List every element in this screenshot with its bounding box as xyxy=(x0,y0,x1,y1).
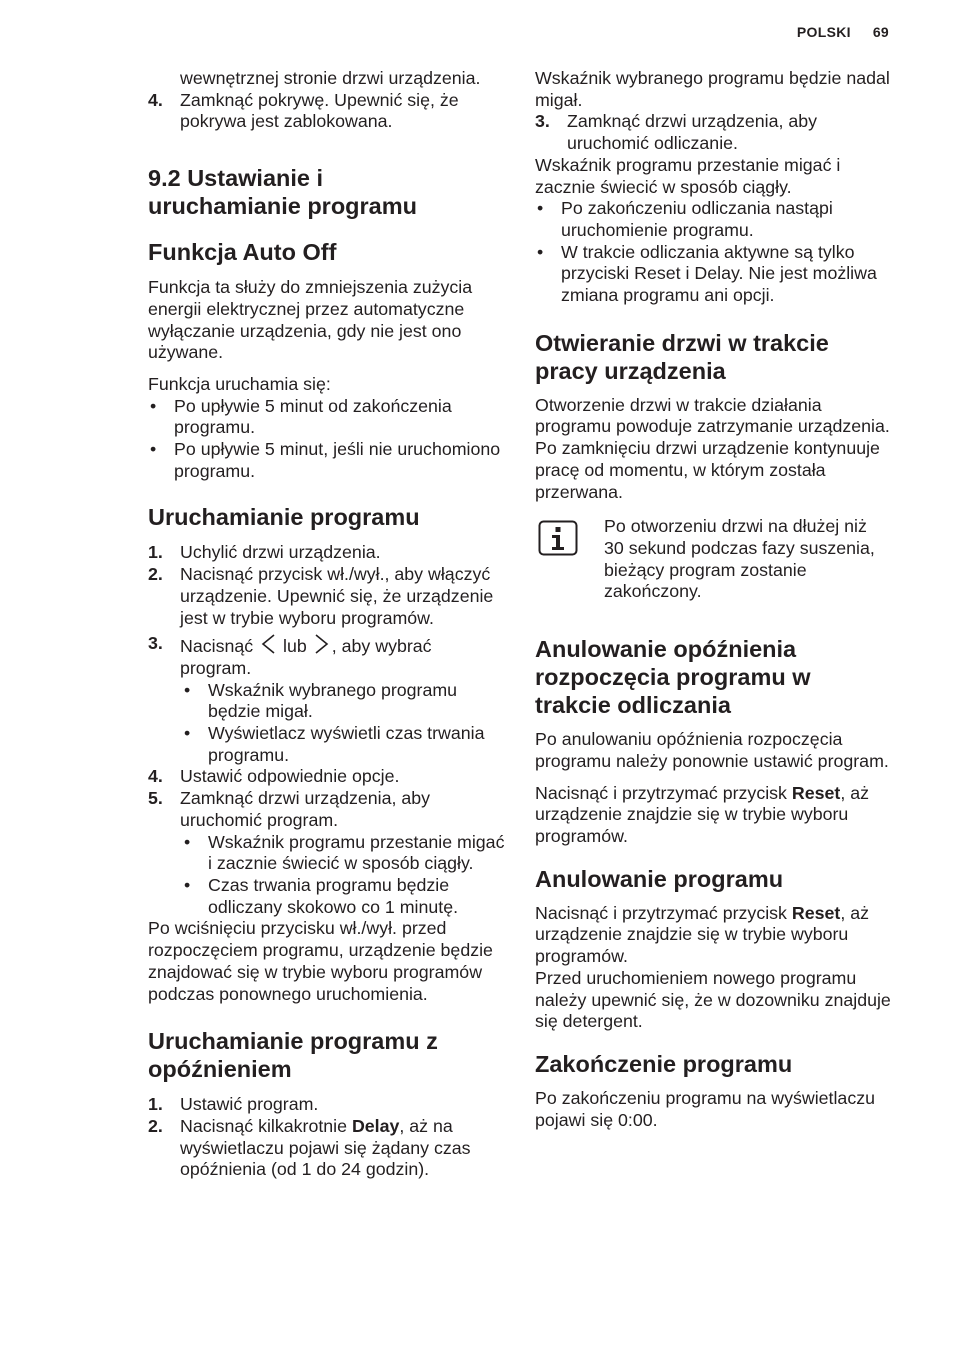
step-text: Uchylić drzwi urządzenia. xyxy=(180,542,381,563)
step-number: 2. xyxy=(148,564,163,585)
sub-text: Wskaźnik wybranego programu będzie migał. xyxy=(208,679,458,722)
step-text: Ustawić program. xyxy=(180,1094,319,1115)
cancel-delay-heading xyxy=(535,635,891,719)
open-title-line-2: pracy urządzenia xyxy=(535,357,726,384)
cancel-delay-title-line-2: rozpoczęcia programu w xyxy=(535,664,811,691)
cancel-delay-paragraph-1: Po anulowaniu opóźnienia rozpoczęcia programu należy ponownie ustawić program. xyxy=(535,729,889,771)
auto-off-bullet: • Po upływie 5 minut, jeśli nie uruchomiono programu. xyxy=(150,439,501,481)
page-header xyxy=(797,24,889,40)
info-icon xyxy=(538,520,578,556)
text-before: Nacisnąć i przytrzymać przycisk xyxy=(535,902,792,923)
step-number: 1. xyxy=(148,1094,163,1115)
delay-step-1 xyxy=(148,1094,508,1116)
page-number: 69 xyxy=(872,24,889,40)
start-step-3-sub: • Wskaźnik wybranego programu będzie migał. xyxy=(184,679,458,722)
start-step-3-sub: • Wyświetlacz wyświetli czas trwania programu. xyxy=(184,723,485,765)
continuation-paragraph: Wskaźnik wybranego programu będzie nadal migał. xyxy=(535,68,890,110)
sub-text: Wyświetlacz wyświetli czas trwania programu. xyxy=(208,723,485,765)
chevron-left-icon xyxy=(260,633,276,655)
step-text: Zamknąć pokrywę. Upewnić się, że pokrywa jest zablokowana. xyxy=(180,89,459,132)
delay-bullet: • Po zakończeniu odliczania nastąpi uruchomienie programu. xyxy=(537,198,833,240)
step-number: 4. xyxy=(148,766,163,787)
section-title-line-2: uruchamianie programu xyxy=(148,193,417,220)
step-number: 2. xyxy=(148,1115,163,1136)
bullet-text: Po upływie 5 minut, jeśli nie uruchomiono programu. xyxy=(174,439,501,481)
note-text: Po otworzeniu drzwi na dłużej niż 30 sekund podczas fazy suszenia, bieżący program zostanie zakończony. xyxy=(604,516,875,602)
header-language: POLSKI xyxy=(796,24,851,40)
cancel-delay-title-line-3: trakcie odliczania xyxy=(535,692,731,719)
step-text-middle: lub xyxy=(283,636,307,657)
delay-step-2 xyxy=(148,1116,508,1181)
start-step-5 xyxy=(148,788,508,831)
indicator-paragraph: Wskaźnik programu przestanie migać i zacznie świecić w sposób ciągły. xyxy=(535,154,841,197)
start-step-2 xyxy=(148,564,508,629)
intro-step-4 xyxy=(148,90,508,133)
cancel-paragraph-2: Przed uruchomieniem nowego programu należy upewnić się, że w dozowniku znajduje się detergent. xyxy=(535,967,891,1032)
step-text: Zamknąć drzwi urządzenia, aby uruchomić odliczanie. xyxy=(567,111,818,154)
step-number: 3. xyxy=(148,633,163,654)
delay-title-line-2: opóźnieniem xyxy=(148,1056,292,1083)
step-number: 5. xyxy=(148,788,163,809)
info-note xyxy=(535,516,891,616)
cancel-program-heading: Anulowanie programu xyxy=(535,865,784,892)
cancel-paragraph-1 xyxy=(535,903,891,968)
step-text-cont: program. xyxy=(180,657,252,678)
step-text: Ustawić odpowiednie opcje. xyxy=(180,766,400,787)
step-text-before: Nacisnąć xyxy=(180,636,254,657)
start-step-5-sub: • Wskaźnik programu przestanie migać i zacznie świecić w sposób ciągły. xyxy=(184,831,505,874)
step-text-after: , aby wybrać xyxy=(331,636,432,657)
delay-title-line-1: Uruchamianie programu z xyxy=(148,1028,438,1055)
end-program-paragraph: Po zakończeniu programu na wyświetlaczu pojawi się 0:00. xyxy=(535,1087,875,1130)
start-step-4 xyxy=(148,766,508,788)
step-text-after: , aż na wyświetlaczu pojawi się żądany czas opóźnienia (od 1 do 24 godzin). xyxy=(180,1115,471,1180)
bullet-text: W trakcie odliczania aktywne są tylko przyciski Reset i Delay. Nie jest możliwa zmiana programu ani opcji. xyxy=(561,241,877,306)
step-number: 1. xyxy=(148,542,163,563)
left-column xyxy=(148,68,508,1181)
delay-step-3 xyxy=(535,111,891,154)
cancel-delay-title-line-1: Anulowanie opóźnienia xyxy=(535,636,797,663)
step-number: 3. xyxy=(535,111,550,132)
delay-bullet: • W trakcie odliczania aktywne są tylko przyciski Reset i Delay. Nie jest możliwa zmiana programu ani opcji. xyxy=(537,241,877,306)
end-program-heading: Zakończenie programu xyxy=(535,1050,793,1077)
sub-text: Czas trwania programu będzie odliczany skokowo co 1 minutę. xyxy=(208,874,459,917)
reset-button-label: Reset xyxy=(791,782,841,803)
reset-button-label: Reset xyxy=(791,902,841,923)
start-step-3 xyxy=(148,633,508,679)
open-title-line-1: Otwieranie drzwi w trakcie xyxy=(535,329,829,356)
text-before: Nacisnąć i przytrzymać przycisk xyxy=(535,782,792,803)
bullet-text: Po zakończeniu odliczania nastąpi uruchomienie programu. xyxy=(561,198,833,240)
section-title-line-1: 9.2 Ustawianie i xyxy=(148,165,324,192)
start-paragraph-after: Po wciśnięciu przycisku wł./wył. przed rozpoczęciem programu, urządzenie będzie znajdować się w trybie wyboru programów podczas ponownego uruchomienia. xyxy=(148,918,493,1004)
step-text: Nacisnąć przycisk wł./wył., aby włączyć urządzenie. Upewnić się, że urządzenie jest w trybie wyboru programów. xyxy=(180,564,494,628)
open-door-paragraph: Otworzenie drzwi w trakcie działania programu powoduje zatrzymanie urządzenia. Po zamknięciu drzwi urządzenie kontynuuje pracę od momentu, w którym została przerwana. xyxy=(535,394,890,502)
cancel-delay-paragraph-2 xyxy=(535,783,891,848)
bullet-text: Po upływie 5 minut od zakończenia programu. xyxy=(174,395,452,438)
text-after: , aż urządzenie znajdzie się w trybie wyboru programów. xyxy=(535,902,869,967)
delay-button-label: Delay xyxy=(351,1115,400,1136)
step-text-before: Nacisnąć kilkakrotnie xyxy=(180,1115,352,1136)
auto-off-bullet: • Po upływie 5 minut od zakończenia programu. xyxy=(150,395,452,438)
auto-off-paragraph-1: Funkcja ta służy do zmniejszenia zużycia energii elektrycznej przez automatyczne wyłączanie urządzenia, gdy nie jest ono używane. xyxy=(148,277,473,363)
right-column xyxy=(535,68,891,1131)
delay-start-heading xyxy=(148,1027,508,1083)
auto-off-heading: Funkcja Auto Off xyxy=(148,239,337,266)
auto-off-paragraph-2: Funkcja uruchamia się: xyxy=(148,373,331,394)
chevron-right-icon xyxy=(314,633,330,655)
intro-continuation: wewnętrznej stronie drzwi urządzenia. xyxy=(180,68,481,88)
start-step-1 xyxy=(148,542,508,564)
step-number: 4. xyxy=(148,89,163,110)
section-title xyxy=(148,164,508,220)
sub-text: Wskaźnik programu przestanie migać i zacznie świecić w sposób ciągły. xyxy=(208,831,505,874)
start-step-5-sub: • Czas trwania programu będzie odliczany skokowo co 1 minutę. xyxy=(184,874,459,917)
start-program-heading: Uruchamianie programu xyxy=(148,504,420,531)
open-door-heading xyxy=(535,329,891,385)
text-after: , aż urządzenie znajdzie się w trybie wyboru programów. xyxy=(535,782,869,847)
step-text: Zamknąć drzwi urządzenia, aby uruchomić program. xyxy=(180,788,431,830)
